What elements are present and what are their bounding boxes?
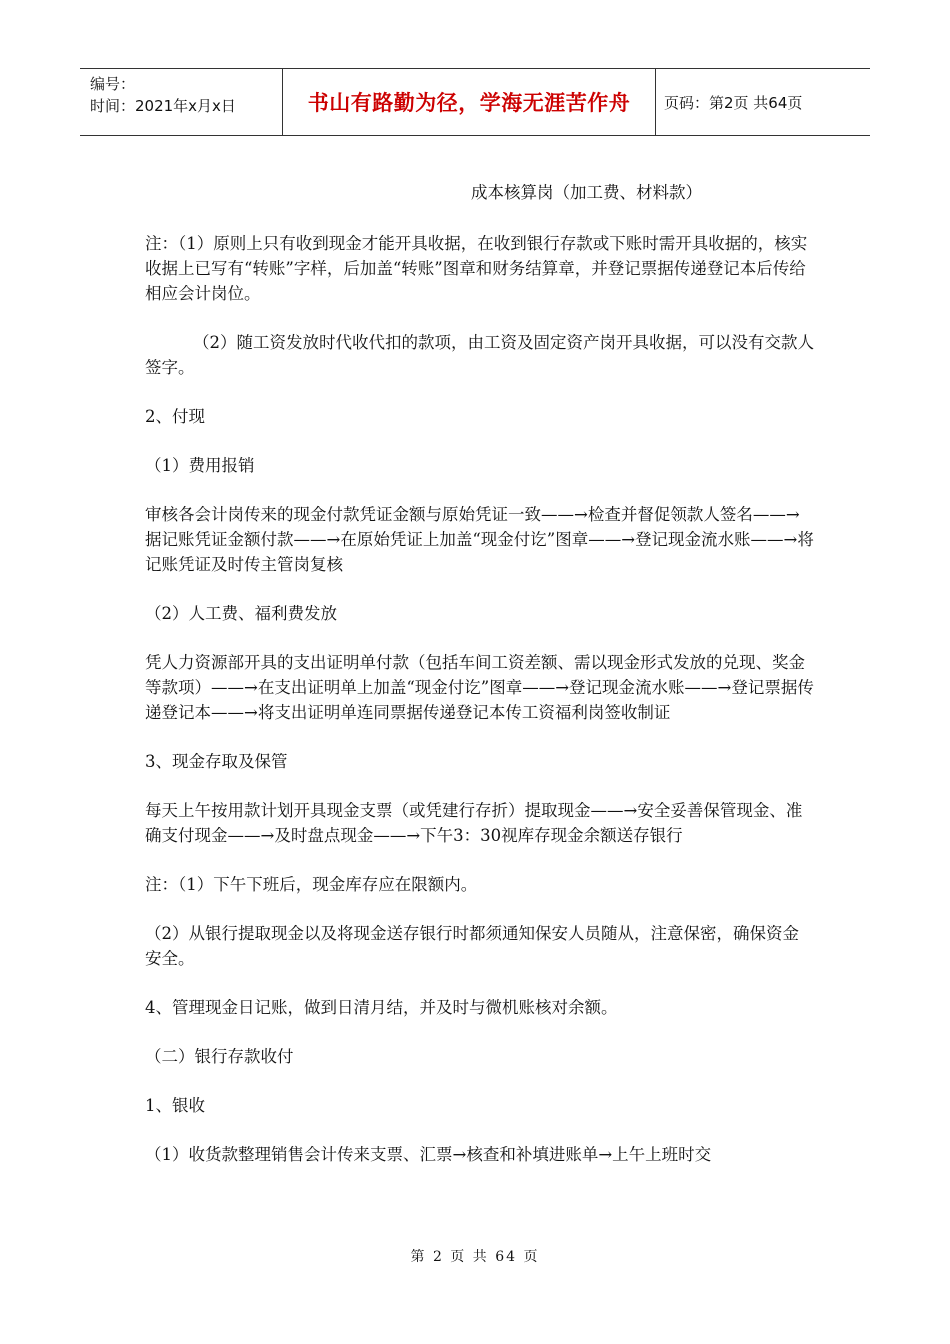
paragraph: （2）从银行提取现金以及将现金送存银行时都须通知保安人员随从，注意保密，确保资金安全。 xyxy=(145,924,799,968)
paragraph: 注：（1）下午下班后，现金库存应在限额内。 xyxy=(145,875,478,894)
paragraph: 注：（1）原则上只有收到现金才能开具收据，在收到银行存款或下账时需开具收据的，核实收据上已写有“转账”字样，后加盖“转账”图章和财务结算章，并登记票据传递登记本后传给相应会计岗位。 xyxy=(145,234,808,303)
paragraph: 4、管理现金日记账，做到日清月结，并及时与微机账核对余额。 xyxy=(145,998,618,1017)
paragraph: （2）随工资发放时代收代扣的款项，由工资及固定资产岗开具收据，可以没有交款人签字。 xyxy=(145,333,814,377)
paragraph: 凭人力资源部开具的支出证明单付款（包括车间工资差额、需以现金形式发放的兑现、奖金等款项）——→在支出证明单上加盖“现金付讫”图章——→登记现金流水账——→登记票据传递登记本——→将支出证明单连同票据传递登记本传工资福利岗签收制证 xyxy=(145,653,814,722)
section-heading: （二）银行存款收付 xyxy=(145,1047,294,1066)
section-title: 成本核算岗（加工费、材料款） xyxy=(471,183,702,202)
section-heading: 1、银收 xyxy=(145,1096,205,1115)
paragraph: 审核各会计岗传来的现金付款凭证金额与原始凭证一致——→检查并督促领款人签名——→据记账凭证金额付款——→在原始凭证上加盖“现金付讫”图章——→登记现金流水账——→将记账凭证及时传主管岗复核 xyxy=(145,505,814,574)
subsection-heading: （2）人工费、福利费发放 xyxy=(145,604,337,623)
header-meta xyxy=(80,69,282,135)
page-header xyxy=(80,68,870,136)
paragraph: 每天上午按用款计划开具现金支票（或凭建行存折）提取现金——→安全妥善保管现金、准确支付现金——→及时盘点现金——→下午3：30视库存现金余额送存银行 xyxy=(145,801,803,845)
document-date: 时间：2021年x月x日 xyxy=(90,97,236,115)
section-heading: 2、付现 xyxy=(145,407,205,426)
header-motto: 书山有路勤为径，学海无涯苦作舟 xyxy=(282,69,656,135)
paragraph: （1）收货款整理销售会计传来支票、汇票→核查和补填进账单→上午上班时交 xyxy=(145,1145,712,1164)
document-body xyxy=(145,180,815,1167)
subsection-heading: （1）费用报销 xyxy=(145,456,255,475)
header-page-info: 页码：第2页 共64页 xyxy=(664,93,803,112)
document-number-label: 编号： xyxy=(90,75,136,93)
section-heading: 3、现金存取及保管 xyxy=(145,752,288,771)
page-footer: 第 2 页 共 64 页 xyxy=(410,1249,540,1265)
